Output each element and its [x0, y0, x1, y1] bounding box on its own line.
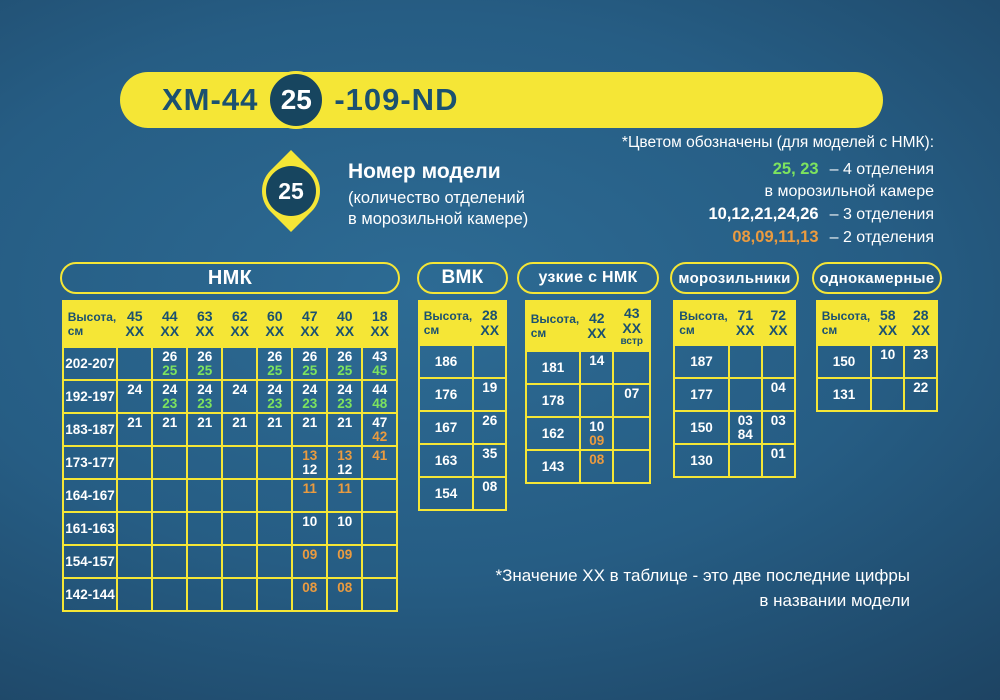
callout-title: Номер модели [348, 160, 501, 183]
height-cell: 187 [674, 345, 729, 378]
value-cell: 26 25 [187, 347, 222, 380]
table-row [674, 411, 795, 444]
value-cell: 21 [257, 413, 292, 446]
table-narrow [525, 300, 652, 484]
value-cell: 26 25 [292, 347, 327, 380]
value-cell: 24 23 [187, 380, 222, 413]
value-cell [613, 450, 650, 483]
legend-title: *Цветом обозначены (для моделей с НМК): [621, 134, 934, 151]
header-row [419, 301, 507, 345]
table-row [674, 345, 795, 378]
col-header-28: 28 XX [473, 301, 506, 345]
value-cell [580, 384, 613, 417]
table-row [63, 512, 398, 545]
value-cell: 10 [871, 345, 904, 378]
model-number-pill [120, 72, 883, 128]
value-cell [152, 512, 187, 545]
value-cell [762, 345, 795, 378]
table-row [817, 378, 938, 411]
value-cell [222, 545, 257, 578]
legend-item-3-compartments [622, 203, 934, 226]
table-row [63, 380, 398, 413]
value-cell [187, 512, 222, 545]
value-cell: 07 [613, 384, 650, 417]
value-cell: 11 [292, 479, 327, 512]
value-cell: 01 [762, 444, 795, 477]
value-cell: 41 [362, 446, 397, 479]
model-suffix: -109-ND [334, 82, 459, 117]
height-cell: 177 [674, 378, 729, 411]
value-cell: 19 [473, 378, 506, 411]
value-cell [117, 512, 152, 545]
value-cell: 13 12 [292, 446, 327, 479]
table-row [419, 444, 507, 477]
height-cell: 167 [419, 411, 474, 444]
height-cell: 154 [419, 477, 474, 510]
value-cell [257, 578, 292, 611]
col-header-43: 43 XX встр [613, 301, 650, 351]
value-cell [222, 446, 257, 479]
height-cell: 176 [419, 378, 474, 411]
value-cell: 24 [222, 380, 257, 413]
value-cell: 26 25 [152, 347, 187, 380]
value-cell: 24 23 [152, 380, 187, 413]
legend-numbers-green: 25, 23 [772, 160, 819, 178]
table-title-pill-nmk: НМК [60, 262, 400, 294]
height-cell: 181 [526, 351, 581, 384]
value-cell [362, 479, 397, 512]
table-row [526, 351, 651, 384]
col-header-height: Высота, см [817, 301, 872, 345]
callout-subtitle-line2: в морозильной камере) [348, 210, 529, 228]
value-cell [362, 512, 397, 545]
value-cell: 10 09 [580, 417, 613, 450]
value-cell: 21 [117, 413, 152, 446]
table-title-pill-freezer: морозильники [670, 262, 799, 294]
legend-label: – 3 отделения [829, 206, 934, 223]
value-cell: 24 23 [327, 380, 362, 413]
height-cell: 142-144 [63, 578, 118, 611]
value-cell: 35 [473, 444, 506, 477]
value-cell [473, 345, 506, 378]
table-row [526, 384, 651, 417]
model-number: 25 [280, 84, 312, 115]
legend-item-extra-line: в морозильной камере [764, 183, 934, 200]
value-cell: 23 [904, 345, 937, 378]
table-block-single [812, 262, 942, 412]
value-cell: 24 [117, 380, 152, 413]
value-cell [152, 446, 187, 479]
height-cell: 164-167 [63, 479, 118, 512]
value-cell [257, 446, 292, 479]
header-row [63, 301, 398, 347]
col-header-height: Высота, см [63, 301, 118, 347]
col-header-18: 18 XX [362, 301, 397, 347]
table-row [674, 378, 795, 411]
height-cell: 163 [419, 444, 474, 477]
value-cell: 14 [580, 351, 613, 384]
table-row [526, 417, 651, 450]
col-header-42: 42 XX [580, 301, 613, 351]
height-cell: 130 [674, 444, 729, 477]
col-header-71: 71 XX [729, 301, 762, 345]
table-row [63, 479, 398, 512]
height-cell: 161-163 [63, 512, 118, 545]
table-title-pill-narrow: узкие с НМК [517, 262, 659, 294]
table-row [419, 477, 507, 510]
table-nmk [62, 300, 399, 612]
value-cell: 22 [904, 378, 937, 411]
col-header-height: Высота, см [674, 301, 729, 345]
value-cell [117, 479, 152, 512]
table-row [817, 345, 938, 378]
value-cell: 26 25 [327, 347, 362, 380]
value-cell [222, 578, 257, 611]
col-header-63: 63 XX [187, 301, 222, 347]
table-freezer [673, 300, 796, 478]
value-cell: 08 [473, 477, 506, 510]
value-cell: 08 [327, 578, 362, 611]
callout-text [348, 160, 528, 230]
value-cell [187, 545, 222, 578]
height-cell: 131 [817, 378, 872, 411]
value-cell [117, 545, 152, 578]
table-row [63, 545, 398, 578]
value-cell: 09 [327, 545, 362, 578]
value-cell [257, 545, 292, 578]
value-cell [362, 545, 397, 578]
height-cell: 173-177 [63, 446, 118, 479]
value-cell: 08 [580, 450, 613, 483]
col-header-45: 45 XX [117, 301, 152, 347]
col-header-height: Высота, см [526, 301, 581, 351]
height-cell: 183-187 [63, 413, 118, 446]
col-header-44: 44 XX [152, 301, 187, 347]
height-cell: 150 [817, 345, 872, 378]
value-cell [613, 351, 650, 384]
value-cell: 43 45 [362, 347, 397, 380]
value-cell [257, 479, 292, 512]
legend-numbers-orange: 08,09,11,13 [732, 228, 819, 246]
footnote [496, 563, 910, 613]
footnote-line1: *Значение ХХ в таблице - это две последние цифры [495, 566, 910, 585]
table-block-nmk [60, 262, 400, 612]
value-cell [152, 578, 187, 611]
height-cell: 186 [419, 345, 474, 378]
value-cell: 21 [152, 413, 187, 446]
value-cell [362, 578, 397, 611]
legend-item-4-compartments [622, 158, 934, 181]
height-cell: 192-197 [63, 380, 118, 413]
height-cell: 178 [526, 384, 581, 417]
col-header-height: Высота, см [419, 301, 474, 345]
value-cell: 03 84 [729, 411, 762, 444]
table-row [419, 345, 507, 378]
value-cell [187, 479, 222, 512]
value-cell: 26 [473, 411, 506, 444]
table-block-narrow [517, 262, 659, 484]
col-header-58: 58 XX [871, 301, 904, 345]
value-cell: 04 [762, 378, 795, 411]
header-row [674, 301, 795, 345]
height-cell: 162 [526, 417, 581, 450]
table-row [419, 411, 507, 444]
value-cell [222, 347, 257, 380]
table-row [63, 446, 398, 479]
header-row [526, 301, 651, 351]
table-vmk [418, 300, 508, 511]
legend-item-2-compartments [622, 226, 934, 249]
value-cell: 11 [327, 479, 362, 512]
value-cell: 03 [762, 411, 795, 444]
value-cell [187, 446, 222, 479]
value-cell: 10 [292, 512, 327, 545]
col-header-28: 28 XX [904, 301, 937, 345]
badge-number: 25 [278, 177, 304, 204]
value-cell [222, 512, 257, 545]
col-header-47: 47 XX [292, 301, 327, 347]
model-number-badge [249, 149, 333, 233]
value-cell: 08 [292, 578, 327, 611]
value-cell: 10 [327, 512, 362, 545]
color-legend [622, 134, 934, 249]
value-cell [729, 444, 762, 477]
legend-numbers-white: 10,12,21,24,26 [708, 205, 819, 223]
table-row [63, 347, 398, 380]
footnote-line2: в названии модели [759, 591, 910, 610]
value-cell: 09 [292, 545, 327, 578]
value-cell: 44 48 [362, 380, 397, 413]
value-cell [729, 378, 762, 411]
table-row [63, 413, 398, 446]
col-header-62: 62 XX [222, 301, 257, 347]
table-row [63, 578, 398, 611]
value-cell: 24 23 [257, 380, 292, 413]
header-row [817, 301, 938, 345]
value-cell [152, 479, 187, 512]
value-cell [613, 417, 650, 450]
value-cell [117, 578, 152, 611]
height-cell: 202-207 [63, 347, 118, 380]
height-cell: 150 [674, 411, 729, 444]
col-header-40: 40 XX [327, 301, 362, 347]
value-cell: 26 25 [257, 347, 292, 380]
value-cell: 21 [292, 413, 327, 446]
value-cell: 21 [222, 413, 257, 446]
model-number-circle-icon [267, 71, 325, 129]
legend-label: – 2 отделения [829, 229, 934, 246]
value-cell: 47 42 [362, 413, 397, 446]
table-title-pill-single: однокамерные [812, 262, 942, 294]
table-single [816, 300, 939, 412]
value-cell [152, 545, 187, 578]
badge-circle-icon [266, 166, 316, 216]
value-cell [117, 446, 152, 479]
height-cell: 143 [526, 450, 581, 483]
value-cell: 21 [187, 413, 222, 446]
value-cell: 21 [327, 413, 362, 446]
table-row [526, 450, 651, 483]
value-cell [257, 512, 292, 545]
callout-subtitle-line1: (количество отделений [348, 189, 525, 207]
col-header-60: 60 XX [257, 301, 292, 347]
table-row [419, 378, 507, 411]
model-prefix: ХМ-44 [162, 82, 259, 117]
height-cell: 154-157 [63, 545, 118, 578]
col-header-72: 72 XX [762, 301, 795, 345]
table-block-freezer [670, 262, 799, 478]
legend-label: – 4 отделения [829, 161, 934, 178]
value-cell [222, 479, 257, 512]
value-cell [871, 378, 904, 411]
table-block-vmk [417, 262, 508, 511]
value-cell [117, 347, 152, 380]
value-cell: 24 23 [292, 380, 327, 413]
value-cell: 13 12 [327, 446, 362, 479]
value-cell [187, 578, 222, 611]
table-row [674, 444, 795, 477]
table-title-pill-vmk: ВМК [417, 262, 508, 294]
value-cell [729, 345, 762, 378]
